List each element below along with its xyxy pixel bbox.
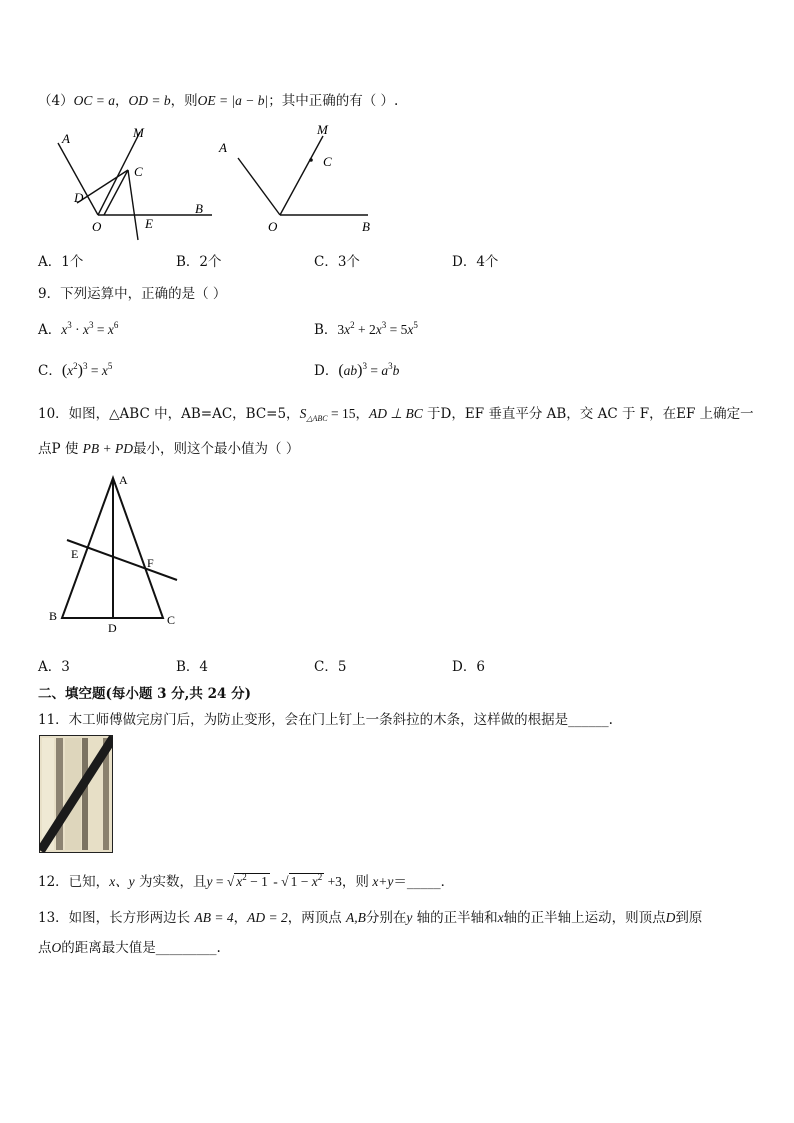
line-ce <box>128 170 138 240</box>
q8-option-b: B．2个 <box>176 254 222 270</box>
fig1-label-a: A <box>62 131 70 146</box>
q10-label-c: C <box>167 613 176 627</box>
fig2-label-a: A <box>219 140 227 155</box>
sqrt-2: √ $1 - x^2$ <box>281 872 323 889</box>
eq-od: OD = b <box>128 93 171 108</box>
q9-option-c: C．$(x^2)^3 = x^5$ <box>38 361 113 379</box>
q9-option-b: B．$3x^2 + 2x^3 = 5x^5$ <box>314 320 418 338</box>
q10-label-b: B <box>49 609 58 623</box>
fig2-label-c: C <box>323 154 332 169</box>
sqrt-1: √ $x^2 - 1$ <box>226 872 268 889</box>
line-co <box>104 170 128 215</box>
fig2-label-o: O <box>268 219 278 234</box>
q13-line2: 点O的距离最大值是_________. <box>38 940 221 956</box>
q9-option-d: D．$(ab)^3 = a^3b$ <box>314 361 400 379</box>
q8-option-c: C．3个 <box>314 254 360 270</box>
q10-line1: 10．如图，△ABC 中，AB=AC，BC=5，$S_{\triangle ABC} = 15$，AD ⊥ BC 于D，EF 垂直平分 AB，交 AC 于 F，在EF 上确定一 <box>38 406 754 423</box>
section2-heading: 二、填空题(每小题 3 分,共 24 分) <box>38 686 251 702</box>
q10-label-e: E <box>71 547 79 561</box>
q11-text: 11．木工师傅做完房门后，为防止变形，会在门上钉上一条斜拉的木条，这样做的根据是______. <box>38 712 613 728</box>
q8-figure-2 <box>238 136 368 215</box>
line-cd <box>77 170 128 203</box>
q8-option-a: A．1个 <box>38 254 84 270</box>
q8-option-d: D．4个 <box>452 254 499 270</box>
eq-oe: OE = |a − b| <box>197 93 269 108</box>
door-photo <box>39 735 113 853</box>
q12-line: 12．已知，x、y 为实数，且y = √ $x^2 - 1$ - √ $1 - x^2 +3$，则 x+y＝_____． <box>38 872 455 890</box>
ray2-om <box>280 136 323 215</box>
q10-label-f: F <box>147 556 154 570</box>
q8-figure-1 <box>58 132 212 240</box>
eq-oc: OC = a <box>73 93 115 108</box>
q10-option-c: C．5 <box>314 659 347 675</box>
fig2-label-b: B <box>362 219 370 234</box>
q10-option-a: A．3 <box>38 659 70 675</box>
q8-item4-line: （4）OC = a，OD = b，则OE = |a − b|；其中正确的有（ ）. <box>38 93 399 109</box>
q10-label-d: D <box>108 621 117 635</box>
fig1-label-e: E <box>145 216 153 231</box>
q9-option-a: A．$x^3 \cdot x^3 = x^6$ <box>38 320 119 338</box>
q8-figures <box>40 118 400 243</box>
q10-line2: 点P 使 PB + PD最小，则这个最小值为（ ） <box>38 441 300 457</box>
fig1-label-d: D <box>74 190 84 205</box>
q13-line1: 13．如图，长方形两边长 AB = 4，AD = 2，两顶点 A,B分别在y 轴的正半轴和x轴的正半轴上运动，则顶点D到原 <box>38 910 703 926</box>
ray2-oa <box>238 158 280 215</box>
q10-label-a: A <box>119 473 128 487</box>
q10-option-d: D．6 <box>452 659 485 675</box>
q10-triangle-figure <box>40 470 200 640</box>
q9-stem: 9．下列运算中，正确的是（ ） <box>38 286 227 302</box>
fig1-label-o: O <box>92 219 102 234</box>
fig1-label-b: B <box>195 201 203 216</box>
fig2-label-m: M <box>317 122 328 137</box>
fig1-label-m: M <box>133 125 144 140</box>
fig2-point-c <box>309 158 313 162</box>
q10-option-b: B．4 <box>176 659 209 675</box>
fig1-label-c: C <box>134 164 143 179</box>
